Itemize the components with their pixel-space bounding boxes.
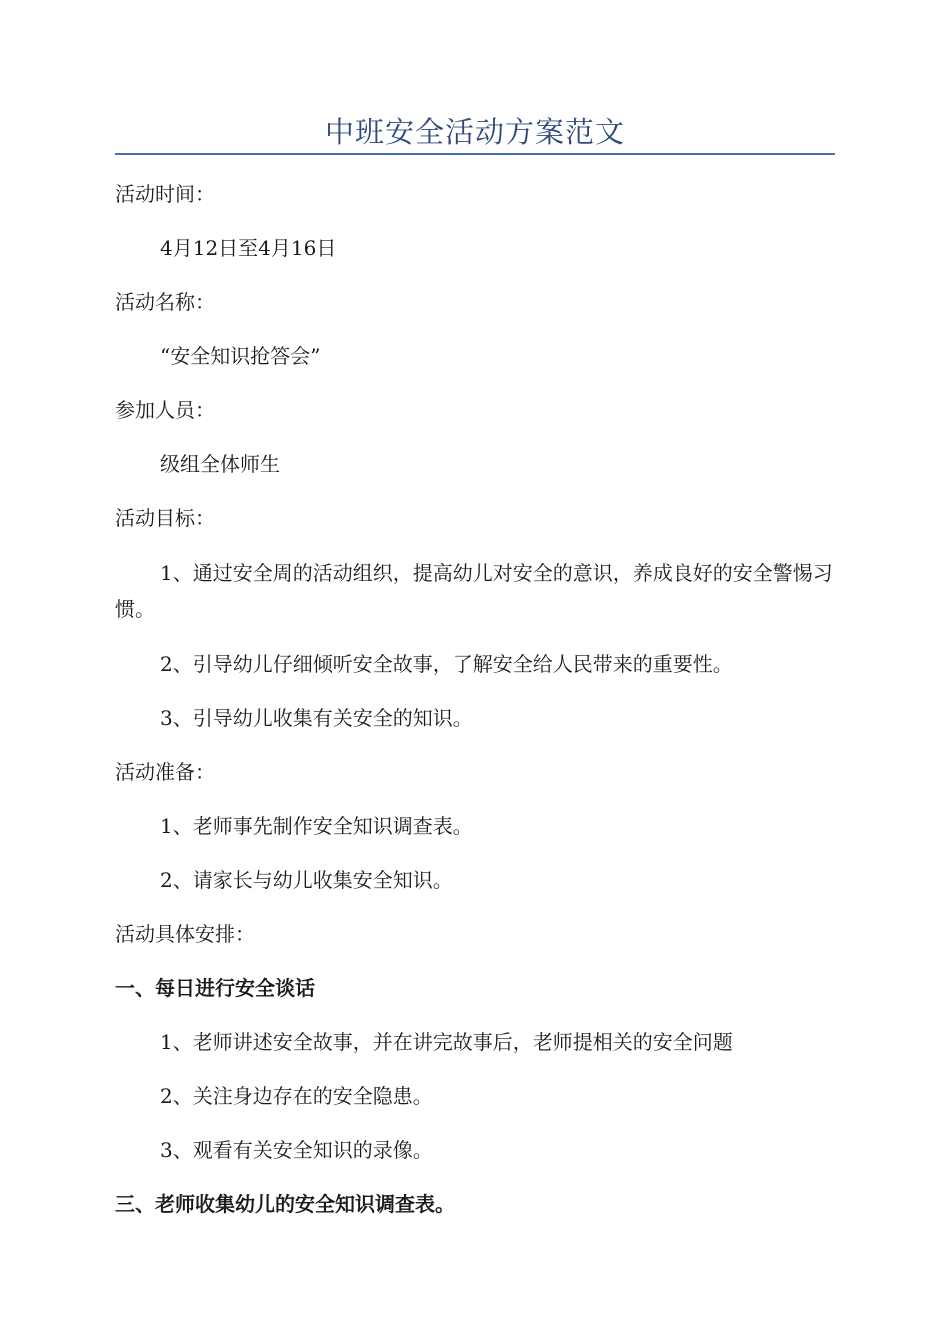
goal-item-1: 1、通过安全周的活动组织，提高幼儿对安全的意识，养成良好的安全警惕习惯。 <box>115 561 833 621</box>
label-activity-time: 活动时间： <box>115 182 215 206</box>
schedule-item-2: 2、关注身边存在的安全隐患。 <box>160 1084 433 1108</box>
label-activity-name: 活动名称： <box>115 290 215 314</box>
activity-time-value: 4月12日至4月16日 <box>160 236 337 260</box>
label-activity-schedule: 活动具体安排： <box>115 922 255 946</box>
schedule-item-3: 3、观看有关安全知识的录像。 <box>160 1138 433 1162</box>
label-participants: 参加人员： <box>115 398 215 422</box>
preparation-item-1: 1、老师事先制作安全知识调查表。 <box>160 814 473 838</box>
label-activity-goals: 活动目标： <box>115 506 215 530</box>
section-heading-3: 三、老师收集幼儿的安全知识调查表。 <box>115 1192 455 1216</box>
section-heading-1: 一、每日进行安全谈话 <box>115 976 315 1000</box>
title-underline <box>115 153 835 155</box>
document-title: 中班安全活动方案范文 <box>324 115 625 149</box>
label-activity-preparation: 活动准备： <box>115 760 215 784</box>
participants-value: 级组全体师生 <box>160 452 280 476</box>
schedule-item-1: 1、老师讲述安全故事，并在讲完故事后，老师提相关的安全问题 <box>160 1030 733 1054</box>
preparation-item-2: 2、请家长与幼儿收集安全知识。 <box>160 868 453 892</box>
activity-name-value: “安全知识抢答会” <box>160 344 321 368</box>
goal-item-3: 3、引导幼儿收集有关安全的知识。 <box>160 706 473 730</box>
goal-item-2: 2、引导幼儿仔细倾听安全故事，了解安全给人民带来的重要性。 <box>160 652 733 676</box>
